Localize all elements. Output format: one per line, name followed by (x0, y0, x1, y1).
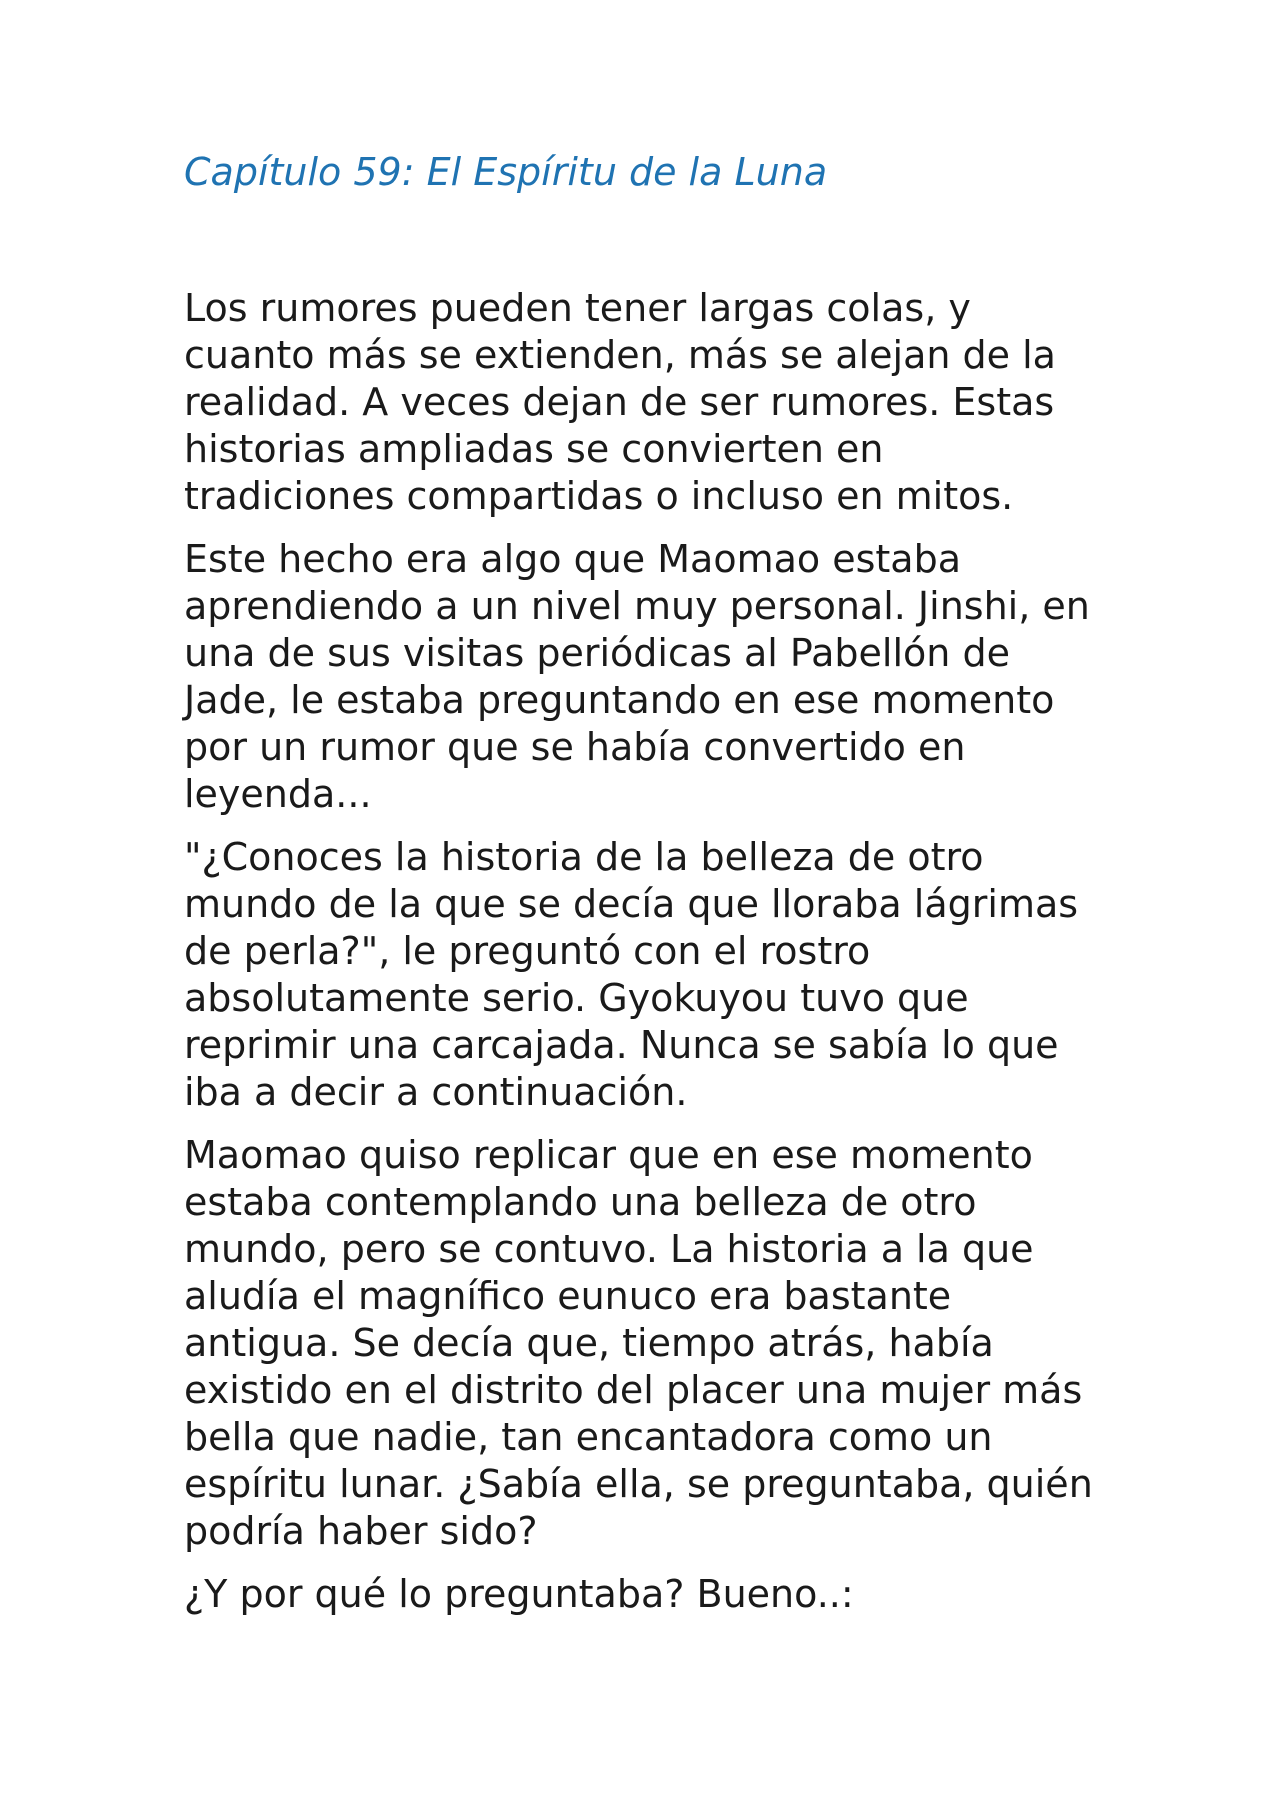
paragraph: "¿Conoces la historia de la belleza de otro mundo de la que se decía que lloraba lágrimas de perla?", le preguntó con el rostro absolutamente serio. Gyokuyou tuvo que reprimir una carcajada. Nunca se sabía lo que iba a decir a continuación. (184, 835, 1079, 1114)
paragraph: ¿Y por qué lo preguntaba? Bueno..: (184, 1572, 854, 1616)
paragraph: Este hecho era algo que Maomao estaba aprendiendo a un nivel muy personal. Jinshi, en una de sus visitas periódicas al Pabellón de Jade, le estaba preguntando en ese momento por un rumor que se había convertido en leyenda... (184, 537, 1090, 816)
paragraph: Maomao quiso replicar que en ese momento estaba contemplando una belleza de otro mundo, pero se contuvo. La historia a la que aludía el magnífico eunuco era bastante antigua. Se decía que, tiempo atrás, había existido en el distrito del placer una mujer más bella que nadie, tan encantadora como un espíritu lunar. ¿Sabía ella, se preguntaba, quién podría haber sido? (184, 1133, 1093, 1553)
paragraph: Los rumores pueden tener largas colas, y cuanto más se extienden, más se alejan de la realidad. A veces dejan de ser rumores. Estas historias ampliadas se convierten en tradiciones compartidas o incluso en mitos. (184, 286, 1056, 518)
chapter-title: Capítulo 59: El Espíritu de la Luna (184, 150, 828, 194)
chapter-body (184, 285, 1104, 1634)
